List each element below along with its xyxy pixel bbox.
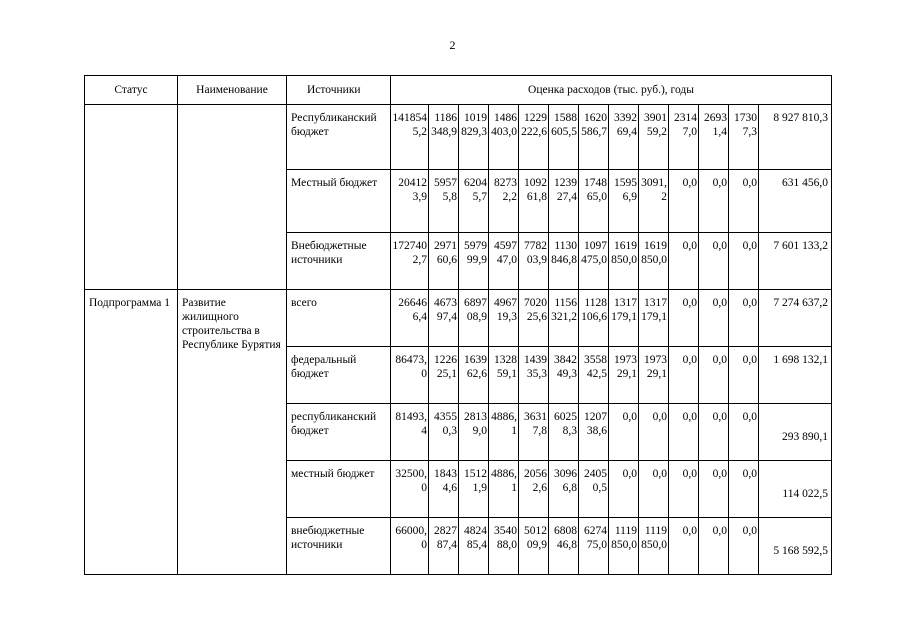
total-cell: 293 890,1 bbox=[759, 404, 832, 461]
header-name: Наименование bbox=[178, 76, 287, 105]
value-cell: 496719,3 bbox=[489, 290, 519, 347]
value-cell: 1317179,1 bbox=[639, 290, 669, 347]
value-cell: 1130846,8 bbox=[549, 233, 579, 290]
value-cell: 0,0 bbox=[699, 347, 729, 404]
value-cell: 86473,0 bbox=[391, 347, 429, 404]
value-cell: 0,0 bbox=[639, 404, 669, 461]
value-cell: 627475,0 bbox=[579, 518, 609, 575]
value-cell: 0,0 bbox=[699, 170, 729, 233]
source-cell: федеральный бюджет bbox=[287, 347, 391, 404]
value-cell: 20562,6 bbox=[519, 461, 549, 518]
status-cell: Подпрограмма 1 bbox=[85, 290, 178, 575]
value-cell: 143935,3 bbox=[519, 347, 549, 404]
value-cell: 59575,8 bbox=[429, 170, 459, 233]
value-cell: 1156321,2 bbox=[549, 290, 579, 347]
value-cell: 0,0 bbox=[729, 404, 759, 461]
value-cell: 459747,0 bbox=[489, 233, 519, 290]
value-cell: 17307,3 bbox=[729, 105, 759, 170]
value-cell: 0,0 bbox=[729, 233, 759, 290]
value-cell: 689708,9 bbox=[459, 290, 489, 347]
value-cell: 82732,2 bbox=[489, 170, 519, 233]
total-cell: 114 022,5 bbox=[759, 461, 832, 518]
value-cell: 702025,6 bbox=[519, 290, 549, 347]
header-sources: Источники bbox=[287, 76, 391, 105]
total-cell: 5 168 592,5 bbox=[759, 518, 832, 575]
value-cell: 1229222,6 bbox=[519, 105, 549, 170]
value-cell: 66000,0 bbox=[391, 518, 429, 575]
value-cell: 0,0 bbox=[729, 518, 759, 575]
value-cell: 30966,8 bbox=[549, 461, 579, 518]
value-cell: 482485,4 bbox=[459, 518, 489, 575]
value-cell: 384249,3 bbox=[549, 347, 579, 404]
value-cell: 60258,3 bbox=[549, 404, 579, 461]
value-cell: 1019829,3 bbox=[459, 105, 489, 170]
header-estimate: Оценка расходов (тыс. руб.), годы bbox=[391, 76, 832, 105]
value-cell: 15121,9 bbox=[459, 461, 489, 518]
value-cell: 680846,8 bbox=[549, 518, 579, 575]
value-cell: 266466,4 bbox=[391, 290, 429, 347]
value-cell: 123927,4 bbox=[549, 170, 579, 233]
header-status: Статус bbox=[85, 76, 178, 105]
value-cell: 0,0 bbox=[729, 170, 759, 233]
source-cell: Местный бюджет bbox=[287, 170, 391, 233]
value-cell: 778203,9 bbox=[519, 233, 549, 290]
value-cell: 0,0 bbox=[609, 404, 639, 461]
name-cell: Развитие жилищного строительства в Республике Бурятия bbox=[178, 290, 287, 575]
value-cell: 0,0 bbox=[669, 290, 699, 347]
value-cell: 0,0 bbox=[669, 518, 699, 575]
value-cell: 1588605,5 bbox=[549, 105, 579, 170]
value-cell: 0,0 bbox=[669, 170, 699, 233]
total-cell: 631 456,0 bbox=[759, 170, 832, 233]
value-cell: 0,0 bbox=[669, 404, 699, 461]
status-cell bbox=[85, 105, 178, 290]
value-cell: 282787,4 bbox=[429, 518, 459, 575]
value-cell: 0,0 bbox=[699, 233, 729, 290]
total-cell: 1 698 132,1 bbox=[759, 347, 832, 404]
value-cell: 1486403,0 bbox=[489, 105, 519, 170]
source-cell: всего bbox=[287, 290, 391, 347]
value-cell: 0,0 bbox=[669, 347, 699, 404]
table-row bbox=[85, 290, 832, 347]
total-cell: 7 274 637,2 bbox=[759, 290, 832, 347]
value-cell: 3091,2 bbox=[639, 170, 669, 233]
value-cell: 204123,9 bbox=[391, 170, 429, 233]
value-cell: 32500,0 bbox=[391, 461, 429, 518]
value-cell: 1119850,0 bbox=[639, 518, 669, 575]
value-cell: 109261,8 bbox=[519, 170, 549, 233]
table-row bbox=[85, 105, 832, 170]
value-cell: 390159,2 bbox=[639, 105, 669, 170]
value-cell: 81493,4 bbox=[391, 404, 429, 461]
value-cell: 0,0 bbox=[699, 404, 729, 461]
value-cell: 120738,6 bbox=[579, 404, 609, 461]
value-cell: 36317,8 bbox=[519, 404, 549, 461]
value-cell: 0,0 bbox=[669, 461, 699, 518]
value-cell: 62045,7 bbox=[459, 170, 489, 233]
value-cell: 18434,6 bbox=[429, 461, 459, 518]
value-cell: 1317179,1 bbox=[609, 290, 639, 347]
budget-table bbox=[84, 75, 832, 575]
total-cell: 8 927 810,3 bbox=[759, 105, 832, 170]
value-cell: 0,0 bbox=[729, 461, 759, 518]
value-cell: 1619850,0 bbox=[639, 233, 669, 290]
page-number: 2 bbox=[449, 38, 456, 52]
value-cell: 0,0 bbox=[699, 518, 729, 575]
value-cell: 1418545,2 bbox=[391, 105, 429, 170]
name-cell bbox=[178, 105, 287, 290]
value-cell: 163962,6 bbox=[459, 347, 489, 404]
total-cell: 7 601 133,2 bbox=[759, 233, 832, 290]
value-cell: 43550,3 bbox=[429, 404, 459, 461]
value-cell: 1128106,6 bbox=[579, 290, 609, 347]
value-cell: 1727402,7 bbox=[391, 233, 429, 290]
value-cell: 132859,1 bbox=[489, 347, 519, 404]
value-cell: 501209,9 bbox=[519, 518, 549, 575]
value-cell: 0,0 bbox=[729, 347, 759, 404]
source-cell: внебюджетные источники bbox=[287, 518, 391, 575]
value-cell: 4886,1 bbox=[489, 461, 519, 518]
value-cell: 0,0 bbox=[609, 461, 639, 518]
value-cell: 1186348,9 bbox=[429, 105, 459, 170]
value-cell: 297160,6 bbox=[429, 233, 459, 290]
value-cell: 1097475,0 bbox=[579, 233, 609, 290]
value-cell: 197329,1 bbox=[609, 347, 639, 404]
value-cell: 354088,0 bbox=[489, 518, 519, 575]
value-cell: 339269,4 bbox=[609, 105, 639, 170]
value-cell: 197329,1 bbox=[639, 347, 669, 404]
source-cell: республиканский бюджет bbox=[287, 404, 391, 461]
value-cell: 174865,0 bbox=[579, 170, 609, 233]
value-cell: 4886,1 bbox=[489, 404, 519, 461]
value-cell: 1619850,0 bbox=[609, 233, 639, 290]
value-cell: 15956,9 bbox=[609, 170, 639, 233]
value-cell: 355842,5 bbox=[579, 347, 609, 404]
value-cell: 0,0 bbox=[639, 461, 669, 518]
value-cell: 122625,1 bbox=[429, 347, 459, 404]
value-cell: 24050,5 bbox=[579, 461, 609, 518]
header-row bbox=[85, 76, 832, 105]
value-cell: 0,0 bbox=[699, 290, 729, 347]
value-cell: 28139,0 bbox=[459, 404, 489, 461]
value-cell: 23147,0 bbox=[669, 105, 699, 170]
source-cell: Внебюджетные источники bbox=[287, 233, 391, 290]
value-cell: 1620586,7 bbox=[579, 105, 609, 170]
source-cell: местный бюджет bbox=[287, 461, 391, 518]
value-cell: 0,0 bbox=[729, 290, 759, 347]
value-cell: 26931,4 bbox=[699, 105, 729, 170]
source-cell: Республиканский бюджет bbox=[287, 105, 391, 170]
value-cell: 467397,4 bbox=[429, 290, 459, 347]
value-cell: 1119850,0 bbox=[609, 518, 639, 575]
value-cell: 0,0 bbox=[669, 233, 699, 290]
value-cell: 597999,9 bbox=[459, 233, 489, 290]
value-cell: 0,0 bbox=[699, 461, 729, 518]
